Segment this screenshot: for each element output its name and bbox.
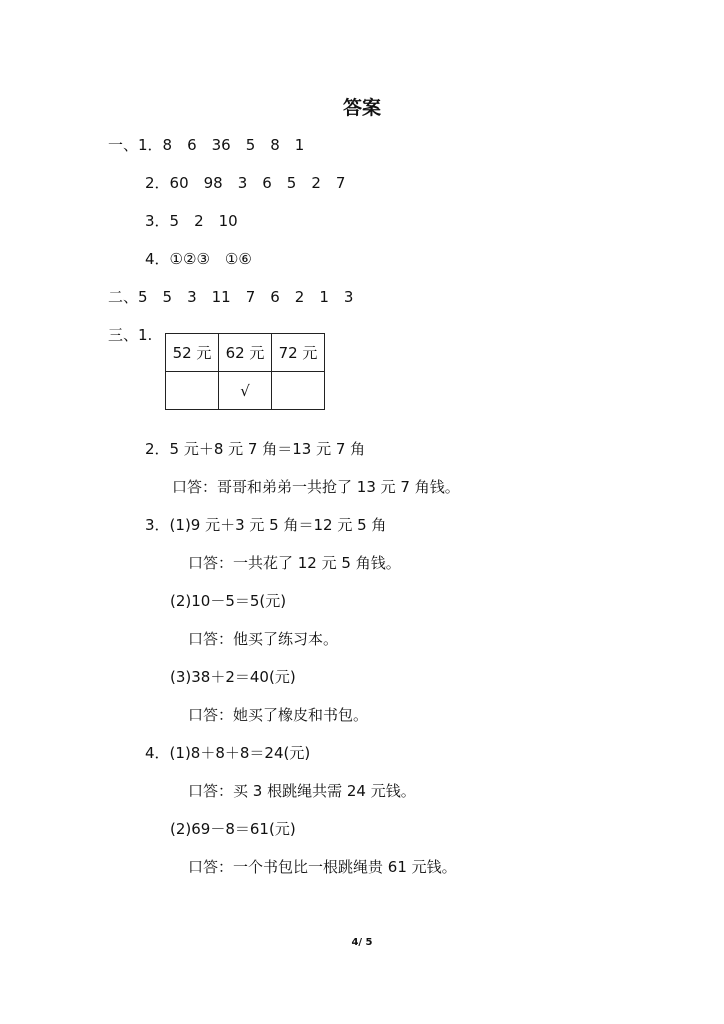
answer-line-3-3-2-oral: 口答：他买了练习本。 xyxy=(188,630,339,648)
answer-line-1-1: 一、1．8 6 36 5 8 1 xyxy=(108,136,305,154)
table-row xyxy=(166,372,325,410)
page-number: 4/ 5 xyxy=(351,937,373,948)
answer-line-3-3-1-oral: 口答：一共花了 12 元 5 角钱。 xyxy=(188,554,401,572)
answer-line-2: 二、5 5 3 11 7 6 2 1 3 xyxy=(108,288,354,306)
table-mark-cell xyxy=(272,372,325,410)
table-header-cell: 62 元 xyxy=(219,334,272,372)
answer-line-3-3-3-equation: (3)38＋2＝40(元) xyxy=(170,668,296,686)
answer-line-3-2-oral: 口答：哥哥和弟弟一共抢了 13 元 7 角钱。 xyxy=(172,478,460,496)
answer-line-3-4-1-equation: 4．(1)8＋8＋8＝24(元) xyxy=(145,744,311,762)
table-row xyxy=(166,334,325,372)
page-title: 答案 xyxy=(342,97,381,119)
answer-line-1-4: 4．①②③ ①⑥ xyxy=(145,250,252,268)
answer-line-3-label: 三、1. xyxy=(108,326,153,344)
answer-line-3-4-2-equation: (2)69－8＝61(元) xyxy=(170,820,296,838)
answer-line-3-2-equation: 2．5 元＋8 元 7 角＝13 元 7 角 xyxy=(145,440,366,458)
table-mark-cell: √ xyxy=(219,372,272,410)
answer-line-3-3-3-oral: 口答：她买了橡皮和书包。 xyxy=(188,706,369,724)
answer-line-1-3: 3．5 2 10 xyxy=(145,212,238,230)
price-table xyxy=(165,333,325,410)
table-header-cell: 72 元 xyxy=(272,334,325,372)
table-header-cell: 52 元 xyxy=(166,334,219,372)
answer-line-3-4-1-oral: 口答：买 3 根跳绳共需 24 元钱。 xyxy=(188,782,416,800)
answer-line-3-3-1-equation: 3．(1)9 元＋3 元 5 角＝12 元 5 角 xyxy=(145,516,387,534)
answer-line-3-4-2-oral: 口答：一个书包比一根跳绳贵 61 元钱。 xyxy=(188,858,457,876)
answer-line-3-3-2-equation: (2)10－5＝5(元) xyxy=(170,592,287,610)
answer-line-1-2: 2．60 98 3 6 5 2 7 xyxy=(145,174,346,192)
table-mark-cell xyxy=(166,372,219,410)
